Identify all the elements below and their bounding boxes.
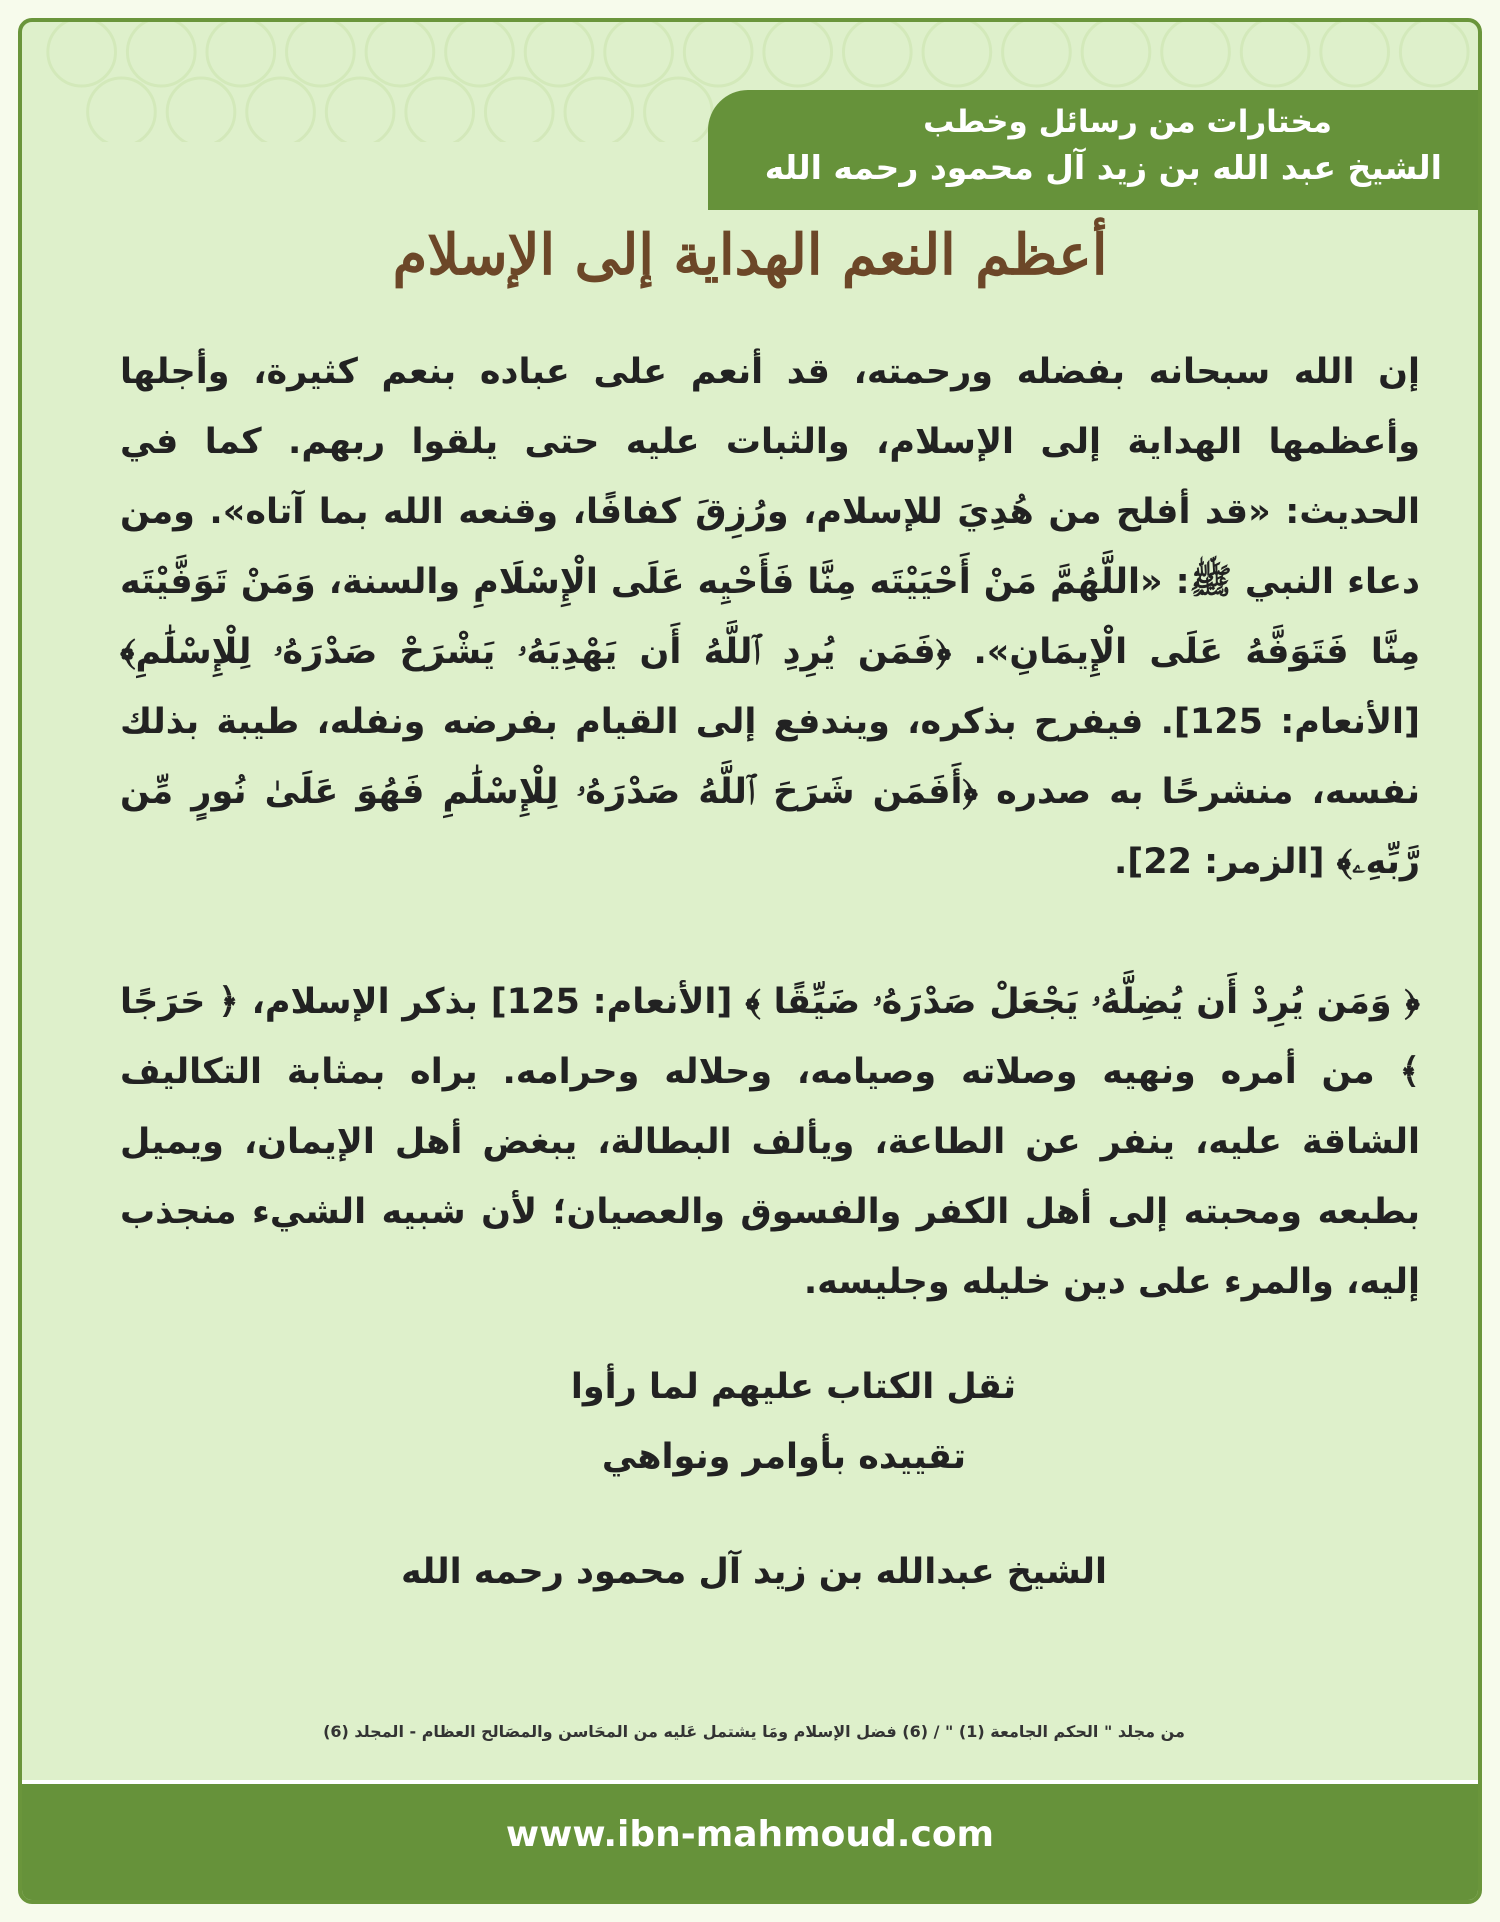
article-body xyxy=(120,337,1420,1317)
header-series-title: مختارات من رسائل وخطب xyxy=(923,104,1332,140)
author-signature: الشيخ عبدالله بن زيد آل محمود رحمه الله xyxy=(400,1552,1108,1592)
footer-bar xyxy=(22,1780,1478,1900)
poetry-verse xyxy=(571,1352,1016,1492)
paragraph-1: إن الله سبحانه بفضله ورحمته، قد أنعم على عباده بنعم كثيرة، وأجلها وأعظمها الهداية إلى الإسلام، والثبات عليه حتى يلقوا ربهم. كما في الحديث: «قد أفلح من هُدِيَ للإسلام، ورُزِقَ كفافًا، وقنعه الله بما آتاه». ومن دعاء النبي ﷺ: «اللَّهُمَّ مَنْ أَحْيَيْتَه مِنَّا فَأَحْيِه عَلَى الْإِسْلَامِ والسنة، وَمَنْ تَوَفَّيْتَه مِنَّا فَتَوَفَّهُ عَلَى الْإِيمَانِ». ﴿فَمَن يُرِدِ ٱللَّهُ أَن يَهْدِيَهُۥ يَشْرَحْ صَدْرَهُۥ لِلْإِسْلَٰمِ﴾ [الأنعام: 125]. فيفرح بذكره، ويندفع إلى القيام بفرضه ونفله، طيبة بذلك نفسه، منشرحًا به صدره ﴿أَفَمَن شَرَحَ ٱللَّهُ صَدْرَهُۥ لِلْإِسْلَٰمِ فَهُوَ عَلَىٰ نُورٍ مِّن رَّبِّهِۦ﴾ [الزمر: 22]. xyxy=(120,352,1420,882)
header-author: الشيخ عبد الله بن زيد آل محمود رحمه الله xyxy=(764,148,1442,187)
header-banner xyxy=(708,90,1478,210)
page-card xyxy=(18,18,1482,1904)
website-link[interactable]: www.ibn-mahmoud.com xyxy=(505,1814,995,1855)
paragraph-2: ﴿ وَمَن يُرِدْ أَن يُضِلَّهُۥ يَجْعَلْ صَدْرَهُۥ ضَيِّقًا ﴾ [الأنعام: 125] بذكر الإسلام، ﴿ حَرَجًا ﴾ من أمره ونهيه وصلاته وصيامه، وحلاله وحرامه. يراه بمثابة التكاليف الشاقة عليه، ينفر عن الطاعة، ويألف البطالة، يبغض أهل الإيمان، ويميل بطبعه ومحبته إلى أهل الكفر والفسوق والعصيان؛ لأن شبيه الشيء منجذب إليه، والمرء على دين خليله وجليسه. xyxy=(120,982,1420,1302)
verse-line-2: تقييده بأوامر ونواهي xyxy=(601,1437,966,1477)
verse-line-1: ثقل الكتاب عليهم لما رأوا xyxy=(570,1367,1016,1407)
source-citation: من مجلد " الحكم الجامعة (1) " / (6) فضل الإسلام ومَا يشتمل عَليه من المحَاسن والمصَالح العظام - المجلد (6) xyxy=(323,1722,1185,1741)
page-title: أعظم النعم الهداية إلى الإسلام xyxy=(392,222,1108,288)
